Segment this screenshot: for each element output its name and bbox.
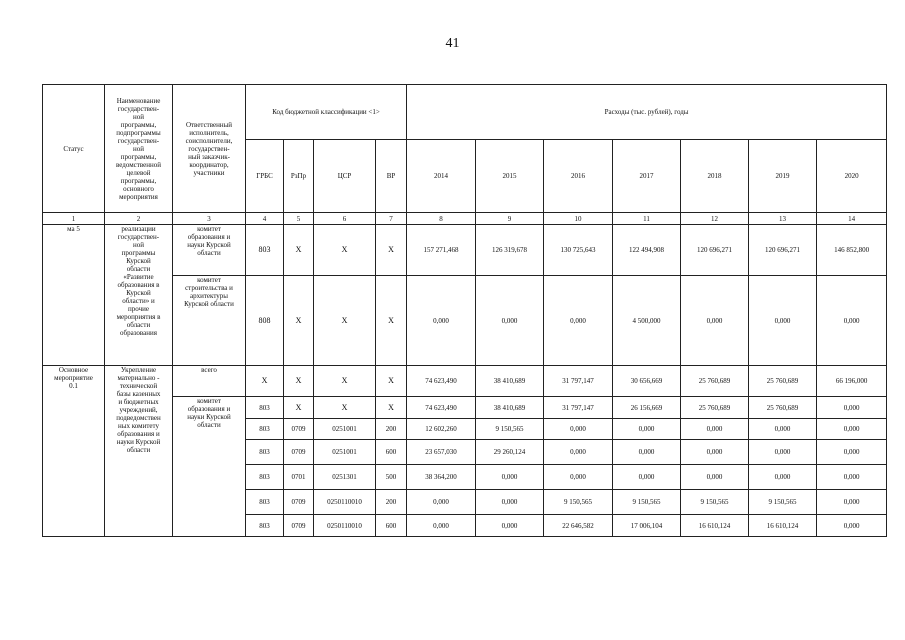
column-number: 7 bbox=[376, 213, 407, 225]
column-number: 1 bbox=[43, 213, 105, 225]
cell-amount: 0,000 bbox=[749, 419, 817, 440]
cell-amount: 9 150,565 bbox=[681, 490, 749, 515]
row-status: ма 5 bbox=[43, 225, 105, 366]
cell-vr: X bbox=[376, 276, 407, 366]
cell-amount: 31 797,147 bbox=[544, 397, 613, 419]
cell-amount: 38 410,689 bbox=[476, 397, 544, 419]
header-rzpr: РзПр bbox=[284, 140, 314, 213]
cell-amount: 0,000 bbox=[749, 276, 817, 366]
column-number: 3 bbox=[173, 213, 246, 225]
column-number: 14 bbox=[817, 213, 887, 225]
header-year-2020: 2020 bbox=[817, 140, 887, 213]
cell-amount: 126 319,678 bbox=[476, 225, 544, 276]
cell-amount: 0,000 bbox=[681, 419, 749, 440]
cell-amount: 0,000 bbox=[544, 440, 613, 465]
cell-amount: 16 610,124 bbox=[681, 515, 749, 537]
column-number: 2 bbox=[105, 213, 173, 225]
cell-amount: 0,000 bbox=[407, 490, 476, 515]
cell-amount: 0,000 bbox=[817, 465, 887, 490]
cell-amount: 0,000 bbox=[749, 465, 817, 490]
cell-amount: 0,000 bbox=[817, 440, 887, 465]
header-year-2019: 2019 bbox=[749, 140, 817, 213]
header-csr: ЦСР bbox=[314, 140, 376, 213]
header-status: Статус bbox=[43, 85, 105, 213]
cell-csr: X bbox=[314, 366, 376, 397]
column-number: 13 bbox=[749, 213, 817, 225]
cell-grbs: 803 bbox=[246, 490, 284, 515]
column-number-row bbox=[43, 213, 887, 225]
cell-amount: 9 150,565 bbox=[544, 490, 613, 515]
cell-amount: 38 410,689 bbox=[476, 366, 544, 397]
cell-amount: 120 696,271 bbox=[749, 225, 817, 276]
cell-amount: 9 150,565 bbox=[613, 490, 681, 515]
cell-csr: 0250110010 bbox=[314, 515, 376, 537]
cell-amount: 0,000 bbox=[476, 276, 544, 366]
cell-amount: 26 156,669 bbox=[613, 397, 681, 419]
cell-amount: 0,000 bbox=[476, 515, 544, 537]
header-year-2018: 2018 bbox=[681, 140, 749, 213]
cell-vr: 600 bbox=[376, 515, 407, 537]
cell-csr: X bbox=[314, 225, 376, 276]
cell-amount: 146 852,800 bbox=[817, 225, 887, 276]
header-vr: ВР bbox=[376, 140, 407, 213]
cell-rzpr: 0701 bbox=[284, 465, 314, 490]
cell-grbs: 803 bbox=[246, 397, 284, 419]
table-body bbox=[43, 85, 887, 537]
cell-amount: 0,000 bbox=[817, 419, 887, 440]
cell-amount: 0,000 bbox=[613, 440, 681, 465]
cell-amount: 30 656,669 bbox=[613, 366, 681, 397]
column-number: 9 bbox=[476, 213, 544, 225]
cell-amount: 22 646,582 bbox=[544, 515, 613, 537]
cell-amount: 9 150,565 bbox=[749, 490, 817, 515]
cell-amount: 38 364,200 bbox=[407, 465, 476, 490]
header-row bbox=[43, 85, 887, 140]
header-budget-code: Код бюджетной классификации <1> bbox=[246, 85, 407, 140]
cell-amount: 25 760,689 bbox=[749, 366, 817, 397]
header-executor: Ответственный исполнитель, соисполнители, государствен- ный заказчик- координатор, участники bbox=[173, 85, 246, 213]
row-name: реализации государствен- ной программы Курской области «Развитие образования в Курской области» и прочие мероприятия в области образования bbox=[105, 225, 173, 366]
cell-amount: 0,000 bbox=[817, 276, 887, 366]
cell-amount: 0,000 bbox=[544, 419, 613, 440]
row-executor: комитет строительства и архитектуры Курской области bbox=[173, 276, 246, 366]
header-year-2014: 2014 bbox=[407, 140, 476, 213]
column-number: 11 bbox=[613, 213, 681, 225]
cell-amount: 0,000 bbox=[681, 276, 749, 366]
cell-amount: 0,000 bbox=[681, 440, 749, 465]
row-executor: всего bbox=[173, 366, 246, 397]
header-grbs: ГРБС bbox=[246, 140, 284, 213]
cell-rzpr: 0709 bbox=[284, 440, 314, 465]
cell-amount: 9 150,565 bbox=[476, 419, 544, 440]
table-row bbox=[43, 225, 887, 276]
cell-rzpr: X bbox=[284, 397, 314, 419]
cell-grbs: X bbox=[246, 366, 284, 397]
table-row bbox=[43, 366, 887, 397]
cell-vr: 600 bbox=[376, 440, 407, 465]
cell-amount: 74 623,490 bbox=[407, 397, 476, 419]
column-number: 5 bbox=[284, 213, 314, 225]
cell-grbs: 803 bbox=[246, 465, 284, 490]
cell-rzpr: 0709 bbox=[284, 490, 314, 515]
cell-amount: 31 797,147 bbox=[544, 366, 613, 397]
cell-amount: 157 271,468 bbox=[407, 225, 476, 276]
cell-vr: X bbox=[376, 397, 407, 419]
cell-amount: 66 196,000 bbox=[817, 366, 887, 397]
cell-csr: 0250110010 bbox=[314, 490, 376, 515]
cell-amount: 0,000 bbox=[817, 490, 887, 515]
cell-amount: 0,000 bbox=[476, 490, 544, 515]
budget-table bbox=[42, 84, 887, 537]
header-year-2015: 2015 bbox=[476, 140, 544, 213]
cell-vr: 500 bbox=[376, 465, 407, 490]
cell-amount: 0,000 bbox=[544, 276, 613, 366]
cell-vr: X bbox=[376, 366, 407, 397]
header-expenses: Расходы (тыс. рублей), годы bbox=[407, 85, 887, 140]
cell-csr: 0251001 bbox=[314, 419, 376, 440]
cell-rzpr: X bbox=[284, 276, 314, 366]
page-number: 41 bbox=[445, 36, 460, 51]
cell-rzpr: 0709 bbox=[284, 419, 314, 440]
cell-amount: 4 500,000 bbox=[613, 276, 681, 366]
cell-amount: 25 760,689 bbox=[681, 366, 749, 397]
cell-amount: 0,000 bbox=[817, 397, 887, 419]
cell-grbs: 803 bbox=[246, 419, 284, 440]
column-number: 6 bbox=[314, 213, 376, 225]
header-name: Наименование государствен- ной программы, подпрограммы государствен- ной программы, ведомственной целевой программы, основного мероприятия bbox=[105, 85, 173, 213]
cell-vr: X bbox=[376, 225, 407, 276]
header-year-2016: 2016 bbox=[544, 140, 613, 213]
header-year-2017: 2017 bbox=[613, 140, 681, 213]
cell-csr: 0251301 bbox=[314, 465, 376, 490]
cell-grbs: 803 bbox=[246, 225, 284, 276]
cell-amount: 0,000 bbox=[476, 465, 544, 490]
column-number: 12 bbox=[681, 213, 749, 225]
column-number: 10 bbox=[544, 213, 613, 225]
cell-amount: 0,000 bbox=[817, 515, 887, 537]
cell-amount: 0,000 bbox=[613, 419, 681, 440]
cell-rzpr: 0709 bbox=[284, 515, 314, 537]
cell-grbs: 803 bbox=[246, 515, 284, 537]
cell-vr: 200 bbox=[376, 490, 407, 515]
column-number: 4 bbox=[246, 213, 284, 225]
cell-amount: 16 610,124 bbox=[749, 515, 817, 537]
cell-rzpr: X bbox=[284, 366, 314, 397]
cell-amount: 0,000 bbox=[407, 515, 476, 537]
cell-rzpr: X bbox=[284, 225, 314, 276]
row-name: Укрепление материально - технической базы казенных и бюджетных учреждений, подведомствен ных комитету образования и науки Курской области bbox=[105, 366, 173, 537]
cell-amount: 17 006,104 bbox=[613, 515, 681, 537]
cell-csr: X bbox=[314, 276, 376, 366]
cell-amount: 0,000 bbox=[613, 465, 681, 490]
row-status: Основное мероприятие 0.1 bbox=[43, 366, 105, 537]
cell-amount: 25 760,689 bbox=[681, 397, 749, 419]
cell-amount: 29 260,124 bbox=[476, 440, 544, 465]
cell-amount: 74 623,490 bbox=[407, 366, 476, 397]
cell-grbs: 803 bbox=[246, 440, 284, 465]
cell-amount: 0,000 bbox=[407, 276, 476, 366]
cell-vr: 200 bbox=[376, 419, 407, 440]
cell-amount: 12 602,260 bbox=[407, 419, 476, 440]
cell-amount: 0,000 bbox=[681, 465, 749, 490]
row-executor: комитет образования и науки Курской области bbox=[173, 397, 246, 537]
cell-amount: 122 494,908 bbox=[613, 225, 681, 276]
cell-amount: 120 696,271 bbox=[681, 225, 749, 276]
cell-amount: 25 760,689 bbox=[749, 397, 817, 419]
cell-amount: 0,000 bbox=[749, 440, 817, 465]
row-executor: комитет образования и науки Курской области bbox=[173, 225, 246, 276]
column-number: 8 bbox=[407, 213, 476, 225]
cell-amount: 130 725,643 bbox=[544, 225, 613, 276]
cell-csr: 0251001 bbox=[314, 440, 376, 465]
cell-amount: 0,000 bbox=[544, 465, 613, 490]
cell-csr: X bbox=[314, 397, 376, 419]
cell-amount: 23 657,030 bbox=[407, 440, 476, 465]
cell-grbs: 808 bbox=[246, 276, 284, 366]
